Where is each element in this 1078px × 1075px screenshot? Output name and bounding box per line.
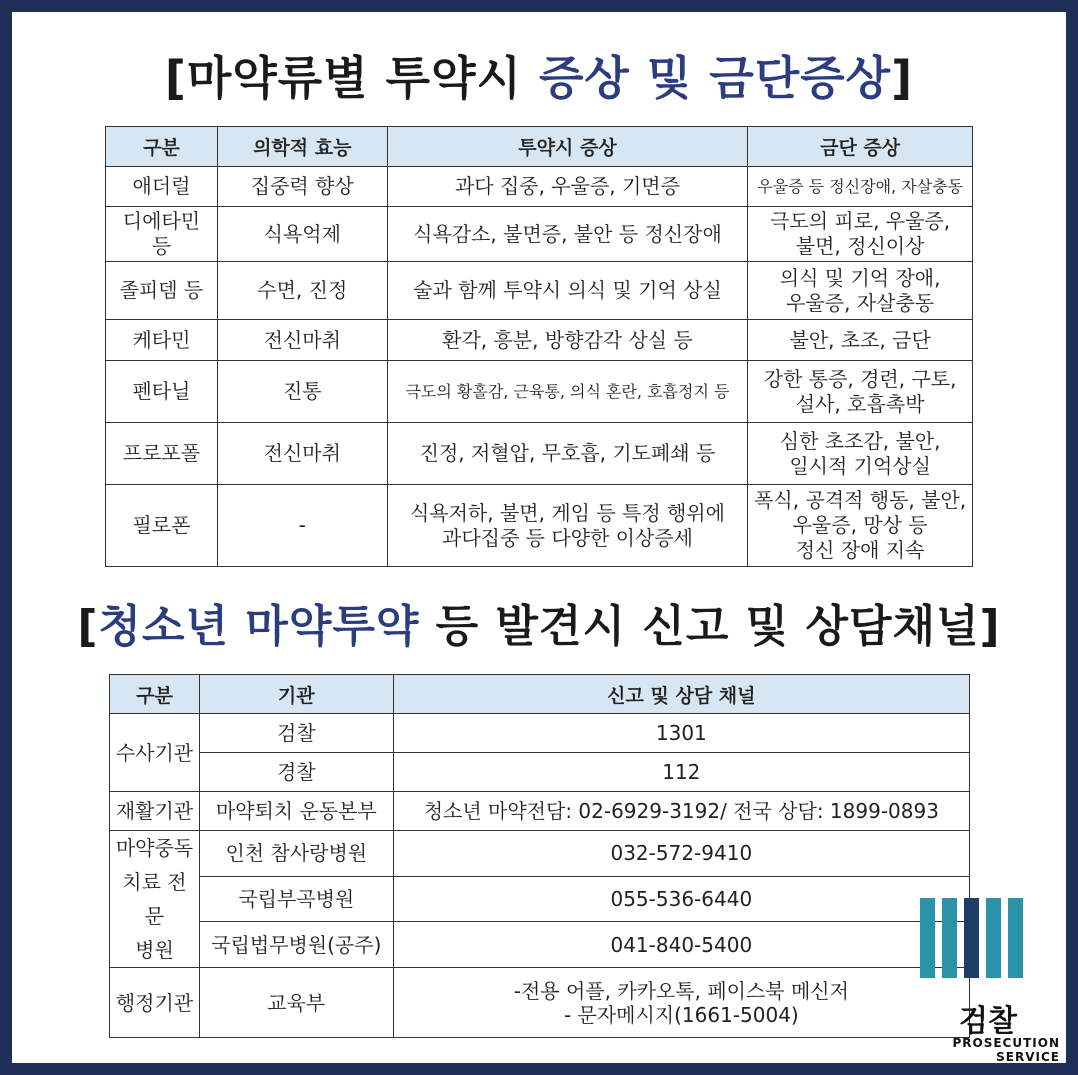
table-row xyxy=(106,167,973,207)
organization: 국립법무병원(공주) xyxy=(199,922,393,968)
withdrawal-symptoms: 심한 초조감, 불안, 일시적 기억상실 xyxy=(748,423,973,485)
channel: 055-536-6440 xyxy=(393,876,969,922)
header-category: 구분 xyxy=(110,675,200,714)
medical-effect: 식욕억제 xyxy=(217,207,387,262)
medical-effect: 전신마취 xyxy=(217,320,387,361)
dosing-symptoms: 과다 집중, 우울증, 기면증 xyxy=(387,167,748,207)
report-channels-title: [청소년 마약투약 등 발견시 신고 및 상담채널] xyxy=(77,601,1001,652)
header-channel: 신고 및 상담 채널 xyxy=(393,675,969,714)
table-row xyxy=(106,262,973,320)
withdrawal-symptoms: 불안, 초조, 금단 xyxy=(748,320,973,361)
drug-name: 애더럴 xyxy=(106,167,218,207)
header-medical-effect: 의학적 효능 xyxy=(217,127,387,167)
table-row xyxy=(106,423,973,485)
drug-symptoms-title: [마약류별 투약시 증상 및 금단증상] xyxy=(164,51,914,105)
group-hospital: 마약중독 치료 전문 병원 xyxy=(110,831,200,968)
group-rehab: 재활기관 xyxy=(110,792,200,831)
table-row xyxy=(110,753,970,792)
table-row xyxy=(110,792,970,831)
drug-name: 펜타닐 xyxy=(106,361,218,423)
withdrawal-symptoms: 우울증 등 정신장애, 자살충동 xyxy=(748,167,973,207)
dosing-symptoms: 진정, 저혈압, 무호흡, 기도폐쇄 등 xyxy=(387,423,748,485)
drug-name: 필로폰 xyxy=(106,485,218,567)
medical-effect: 집중력 향상 xyxy=(217,167,387,207)
table-header-row xyxy=(110,675,970,714)
withdrawal-symptoms: 의식 및 기억 장애, 우울증, 자살충동 xyxy=(748,262,973,320)
table-row xyxy=(106,207,973,262)
table-row xyxy=(106,361,973,423)
channel: 032-572-9410 xyxy=(393,831,969,877)
withdrawal-symptoms: 폭식, 공격적 행동, 불안, 우울증, 망상 등 정신 장애 지속 xyxy=(748,485,973,567)
withdrawal-symptoms: 극도의 피로, 우울증, 불면, 정신이상 xyxy=(748,207,973,262)
table-row xyxy=(110,922,970,968)
header-withdrawal-symptoms: 금단 증상 xyxy=(748,127,973,167)
table-row xyxy=(110,876,970,922)
header-category: 구분 xyxy=(106,127,218,167)
table-row xyxy=(106,320,973,361)
dosing-symptoms: 식욕감소, 불면증, 불안 등 정신장애 xyxy=(387,207,748,262)
drug-name: 디에타민 등 xyxy=(106,207,218,262)
channel: 청소년 마약전담: 02-6929-3192/ 전국 상담: 1899-0893 xyxy=(393,792,969,831)
logo-bars-icon xyxy=(920,898,1030,978)
table-row xyxy=(110,831,970,877)
dosing-symptoms: 식욕저하, 불면, 게임 등 특정 행위에 과다집중 등 다양한 이상증세 xyxy=(387,485,748,567)
organization: 경찰 xyxy=(199,753,393,792)
table-row xyxy=(110,968,970,1038)
organization: 국립부곡병원 xyxy=(199,876,393,922)
medical-effect: 진통 xyxy=(217,361,387,423)
logo-name: 검찰 xyxy=(959,1004,1017,1039)
prosecution-logo xyxy=(916,898,1060,1064)
medical-effect: 수면, 진정 xyxy=(217,262,387,320)
group-admin: 행정기관 xyxy=(110,968,200,1038)
dosing-symptoms: 극도의 황홀감, 근육통, 의식 혼란, 호흡정지 등 xyxy=(387,361,748,423)
table-header-row xyxy=(106,127,973,167)
drug-name: 케타민 xyxy=(106,320,218,361)
dosing-symptoms: 환각, 흥분, 방향감각 상실 등 xyxy=(387,320,748,361)
report-channels-table xyxy=(109,674,970,1038)
header-organization: 기관 xyxy=(199,675,393,714)
withdrawal-symptoms: 강한 통증, 경련, 구토, 설사, 호흡촉박 xyxy=(748,361,973,423)
medical-effect: 전신마취 xyxy=(217,423,387,485)
organization: 마약퇴치 운동본부 xyxy=(199,792,393,831)
group-investigation: 수사기관 xyxy=(110,714,200,792)
drug-name: 졸피뎀 등 xyxy=(106,262,218,320)
channel: 1301 xyxy=(393,714,969,753)
medical-effect: - xyxy=(217,485,387,567)
dosing-symptoms: 술과 함께 투약시 의식 및 기억 상실 xyxy=(387,262,748,320)
organization: 교육부 xyxy=(199,968,393,1038)
table-row xyxy=(106,485,973,567)
logo-subtitle: PROSECUTION SERVICE xyxy=(952,1036,1060,1064)
table-row xyxy=(110,714,970,753)
channel: 041-840-5400 xyxy=(393,922,969,968)
header-dosing-symptoms: 투약시 증상 xyxy=(387,127,748,167)
channel: -전용 어플, 카카오톡, 페이스북 메신저 - 문자메시지(1661-5004) xyxy=(393,968,969,1038)
channel: 112 xyxy=(393,753,969,792)
organization: 검찰 xyxy=(199,714,393,753)
drug-symptoms-table xyxy=(105,126,973,567)
organization: 인천 참사랑병원 xyxy=(199,831,393,877)
drug-name: 프로포폴 xyxy=(106,423,218,485)
